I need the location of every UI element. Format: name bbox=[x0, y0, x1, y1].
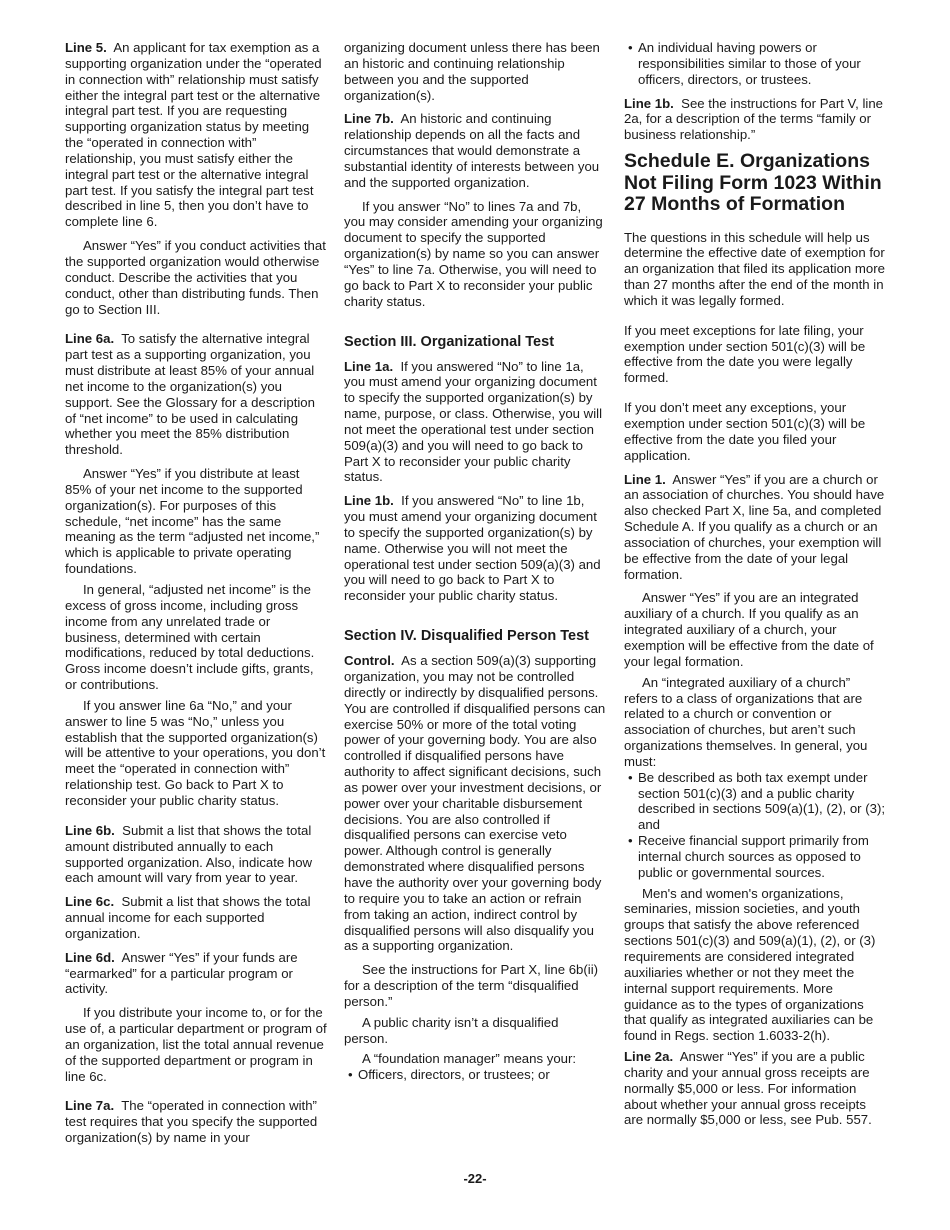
paragraph-line-7a bbox=[65, 1098, 327, 1146]
line-label: Line 5. bbox=[65, 40, 107, 55]
paragraph-line-6a bbox=[65, 331, 327, 458]
line-label: Line 7b. bbox=[344, 111, 394, 127]
line-label: Line 1b. bbox=[344, 493, 394, 509]
paragraph-text: As a section 509(a)(3) supporting organization, you may not be controlled directly or indirectly by disqualified persons. You are controlled if disqualified persons can exercise 50% or more of the total voting power of your governing body. You are also controlled if disqualified persons have authority to affect significant decisions, such as power over your investment decisions, or power over your charitable disbursement decisions. You are also controlled if disqualified persons can exercise veto power. Although control is generally demonstrated where disqualified persons have the authority over your governing body to require you to take an action or refrain from taking an action, indirect control by disqualified persons will also disqualify you as a supporting organization. bbox=[344, 653, 606, 954]
line-label: Line 2a. bbox=[624, 1049, 674, 1065]
line-label: Line 1b. bbox=[624, 95, 674, 111]
bullet-item: • Be described as both tax exempt under section 501(c)(3) and a public charity described in sections 509(a)(1), (2), or (3); and bbox=[624, 770, 886, 833]
paragraph-line-5 bbox=[65, 40, 327, 230]
column-right bbox=[624, 40, 886, 1136]
paragraph-line-1b bbox=[344, 493, 606, 604]
paragraph-control bbox=[344, 653, 606, 954]
line-label: Line 6b. bbox=[65, 822, 115, 838]
line-label: Line 6a. bbox=[65, 331, 115, 347]
line-label: Line 1. bbox=[624, 471, 666, 487]
paragraph-line-1b bbox=[624, 96, 886, 144]
paragraph-text: The “operated in connection with” test requires that you specify the supported organization(s) by name in your bbox=[65, 1098, 318, 1146]
line-label: Control. bbox=[344, 653, 395, 669]
paragraph: If you distribute your income to, or for the use of, a particular department or program of an organization, list the total annual revenue of the supported department or program in line 6c. bbox=[65, 1005, 327, 1084]
paragraph-text: An historic and continuing relationship depends on all the facts and circumstances that would demonstrate a substantial identity of interests between you and the supported organization. bbox=[344, 111, 600, 190]
paragraph: If you answer line 6a “No,” and your answer to line 5 was “No,” unless you establish that the supported organization(s) will be attentive to your operations, you don’t meet the “operated in connection with” relationship test. Go back to Part X to reconsider your public charity status. bbox=[65, 697, 326, 808]
line-label: Line 6c. bbox=[65, 894, 115, 910]
bullet-item: • Officers, directors, or trustees; or bbox=[344, 1067, 606, 1083]
paragraph-line-1a bbox=[344, 359, 606, 486]
paragraph: An “integrated auxiliary of a church” refers to a class of organizations that are related to a church or convention or association of churches, but aren’t such organizations themselves. In general, you must: bbox=[624, 674, 868, 769]
paragraph: Men's and women's organizations, seminaries, mission societies, and youth groups that satisfy the above referenced sections 501(c)(3) and 509(a)(1), (2), or (3) requirements are considered integrated auxiliaries whether or not they meet the internal support requirements. More guidance as to the types of organizations that qualify as integrated auxiliaries can be found in Regs. section 1.6033-2(h). bbox=[624, 885, 876, 1044]
paragraph-text: Submit a list that shows the total amount distributed annually to each supported organization. Also, indicate how each amount will vary from year to year. bbox=[65, 822, 313, 886]
paragraph: organizing document unless there has been an historic and continuing relationship between you and the supported organization(s). bbox=[344, 40, 600, 103]
paragraph-line-2a bbox=[624, 1049, 886, 1128]
paragraph-line-6b bbox=[65, 823, 327, 886]
paragraph-text: Answer “Yes” if you are a church or an association of churches. You should have also checked Part X, line 5a, and completed Schedule A. If you qualify as a church or an association of churches, your exemption will be effective from the date of your legal formation. bbox=[624, 471, 885, 582]
bullet-item: • An individual having powers or responsibilities similar to those of your officers, directors, or trustees. bbox=[624, 40, 886, 88]
paragraph-text: See the instructions for Part V, line 2a, for a description of the terms “family or business relationship.” bbox=[624, 95, 883, 143]
schedule-heading: Schedule E. Organizations Not Filing Form 1023 Within 27 Months of Formation bbox=[624, 150, 882, 216]
page-number: -22- bbox=[463, 1171, 487, 1186]
column-middle bbox=[344, 40, 606, 1083]
paragraph: See the instructions for Part X, line 6b(ii) for a description of the term “disqualified person.” bbox=[344, 962, 599, 1009]
bullet-item: • Receive financial support primarily from internal church sources as opposed to public or governmental sources. bbox=[624, 833, 886, 881]
paragraph-line-1 bbox=[624, 472, 886, 583]
column-left bbox=[65, 40, 327, 1154]
line-label: Line 1a. bbox=[344, 358, 394, 374]
paragraph: In general, “adjusted net income” is the excess of gross income, including gross income from any unrelated trade or business, determined with certain modifications, reduced by total deductions. Gross income doesn’t include gifts, grants, or contributions. bbox=[65, 582, 315, 693]
paragraph-line-7b bbox=[344, 111, 606, 190]
line-label: Line 7a. bbox=[65, 1098, 115, 1114]
paragraph-text: If you answered “No” to line 1a, you must amend your organizing document to specify the supported organization(s) by name, purpose, or class. Otherwise, you will not meet the operational test under section 509(a)(3) and you will need to go back to Part X to reconsider your public charity status. bbox=[344, 358, 602, 485]
paragraph: If you answer “No” to lines 7a and 7b, you may consider amending your organizing document to specify the supported organization(s) by name so you can answer “Yes” to line 7a. Otherwise, you will need to go back to Part X to reconsider your public charity status. bbox=[344, 198, 603, 309]
paragraph-text: An applicant for tax exemption as a supporting organization under the “operated in connection with” relationship must satisfy either the integral part test or the alternative integral part test. If you are requesting supporting organization status by meeting the “operated in connection with” relationship, you must satisfy either the integral part test or the alternative integral part test. If you satisfy the integral part test described in line 5, then you don’t have to complete line 6. bbox=[65, 40, 322, 230]
paragraph-line-6d bbox=[65, 950, 327, 998]
paragraph-text: If you answered “No” to line 1b, you must amend your organizing document to specify the supported organization(s) by name. Otherwise you will not meet the operational test under section 509(a)(3) and you will need to go back to Part X to reconsider your public charity status. bbox=[344, 493, 601, 604]
paragraph: Answer “Yes” if you distribute at least 85% of your net income to the supported organization(s). For purposes of this schedule, “net income” has the same meaning as the term “adjusted net income,” which is applicable to private operating foundations. bbox=[65, 466, 320, 577]
paragraph-text: To satisfy the alternative integral part test as a supporting organization, you must distribute at least 85% of your annual net income to the organization(s) you support. See the Glossary for a description of “net income” to be used in calculating whether you meet the 85% distribution threshold. bbox=[65, 331, 315, 458]
paragraph: If you don’t meet any exceptions, your exemption under section 501(c)(3) will be effective from the date you filed your application. bbox=[624, 400, 866, 463]
paragraph-text: Answer “Yes” if your funds are “earmarked” for a particular program or activity. bbox=[65, 949, 298, 997]
paragraph-text: Answer “Yes” if you are a public charity and your annual gross receipts are normally $5,000 or less. For information about whether your annual gross receipts are normally $5,000 or less, see Pub. 557. bbox=[624, 1049, 872, 1128]
paragraph: A “foundation manager” means your: bbox=[362, 1051, 577, 1067]
paragraph: Answer “Yes” if you are an integrated auxiliary of a church. If you qualify as an integrated auxiliary of a church, your exemption will be effective from the date of your legal formation. bbox=[624, 590, 874, 669]
line-label: Line 6d. bbox=[65, 949, 115, 965]
paragraph: A public charity isn’t a disqualified person. bbox=[344, 1014, 559, 1046]
paragraph: Answer “Yes” if you conduct activities that the supported organization would otherwise conduct. Describe the activities that you conduct, other than distributing funds. Then go to Section III. bbox=[65, 238, 326, 317]
paragraph-text: Submit a list that shows the total annual income for each supported organization. bbox=[65, 894, 311, 941]
paragraph: If you meet exceptions for late filing, your exemption under section 501(c)(3) will be effective from the date you were legally formed. bbox=[624, 322, 866, 386]
paragraph: The questions in this schedule will help us determine the effective date of exemption for an organization that filed its application more than 27 months after the end of the month in which it was legally formed. bbox=[624, 229, 885, 308]
section-heading: Section IV. Disqualified Person Test bbox=[344, 628, 589, 645]
paragraph-line-6c bbox=[65, 894, 327, 942]
section-heading: Section III. Organizational Test bbox=[344, 333, 555, 350]
